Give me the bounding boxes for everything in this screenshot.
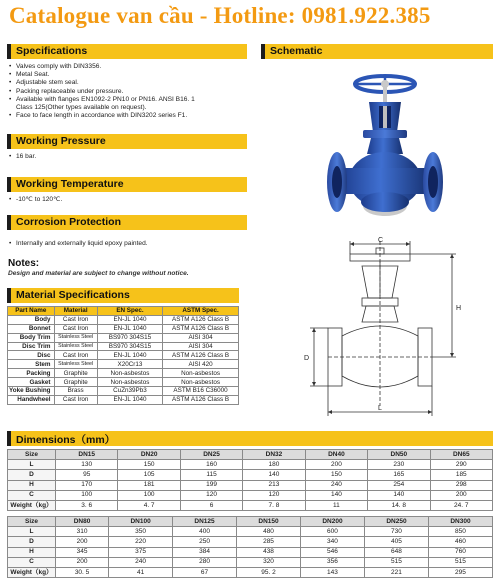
- spec-item: • Available with flanges EN1092-2 PN10 or PN16. ANSI B16. 1: [9, 96, 195, 104]
- row-label-cell: L: [8, 460, 56, 470]
- table-cell: 280: [173, 557, 237, 567]
- notes-text: Design and material are subject to change without notice.: [8, 270, 189, 277]
- table-row: [8, 567, 493, 577]
- valve-dimension-drawing: [292, 236, 482, 422]
- table-cell: 130: [56, 460, 118, 470]
- table-cell: 320: [237, 557, 301, 567]
- corrosion-protection-header: [7, 215, 247, 230]
- table-row: [8, 387, 239, 396]
- table-cell: 515: [428, 557, 492, 567]
- table-cell: 105: [118, 470, 180, 480]
- table-cell: 140: [368, 490, 430, 500]
- table-cell: 285: [237, 537, 301, 547]
- table-cell: AISI 304: [163, 342, 239, 351]
- table-cell: BS970 304S15: [97, 333, 162, 342]
- specifications-header: [7, 44, 247, 59]
- table-cell: 340: [301, 537, 365, 547]
- table-cell: 160: [180, 460, 242, 470]
- table-row: [8, 557, 493, 567]
- spec-item: • Valves comply with DIN3356.: [9, 63, 195, 71]
- table-cell: 100: [118, 490, 180, 500]
- table-cell: 100: [56, 490, 118, 500]
- table-cell: Graphite: [54, 378, 97, 387]
- table-cell: Non-asbestos: [163, 378, 239, 387]
- table-cell: Non-asbestos: [97, 378, 162, 387]
- column-header: DN250: [364, 517, 428, 527]
- table-cell: 14. 8: [368, 500, 430, 510]
- table-cell: 254: [368, 480, 430, 490]
- table-cell: 120: [243, 490, 305, 500]
- table-row: [8, 500, 493, 510]
- row-label-cell: D: [8, 470, 56, 480]
- table-row: [8, 342, 239, 351]
- part-name-cell: Handwheel: [8, 395, 55, 404]
- table-cell: EN-JL 1040: [97, 324, 162, 333]
- column-header: EN Spec.: [97, 307, 162, 316]
- table-cell: 7. 8: [243, 500, 305, 510]
- table-cell: 200: [56, 557, 109, 567]
- dimensions-table-small-sizes: [7, 449, 493, 511]
- column-header: DN100: [109, 517, 173, 527]
- table-cell: AISI 304: [163, 333, 239, 342]
- column-header: DN125: [173, 517, 237, 527]
- table-cell: 200: [305, 460, 367, 470]
- table-cell: 850: [428, 527, 492, 537]
- dimension-drawing-icon: [292, 236, 482, 422]
- table-cell: Stainless Steel: [54, 342, 97, 351]
- spec-item: • Packing replaceable under pressure.: [9, 88, 195, 96]
- material-specifications-title: Material Specifications: [16, 289, 130, 301]
- table-cell: 250: [173, 537, 237, 547]
- table-cell: EN-JL 1040: [97, 351, 162, 360]
- part-name-cell: Bonnet: [8, 324, 55, 333]
- row-label-cell: L: [8, 527, 56, 537]
- schematic-header: [261, 44, 493, 59]
- dimensions-header: [7, 431, 493, 446]
- dimension-label-c: C: [378, 237, 384, 244]
- banner-title: Catalogue van cầu - Hotline: 0981.922.385: [9, 3, 431, 28]
- table-row: [8, 527, 493, 537]
- column-header: DN40: [305, 450, 367, 460]
- table-row: [8, 547, 493, 557]
- table-cell: Cast Iron: [54, 395, 97, 404]
- table-cell: 3. 6: [56, 500, 118, 510]
- table-cell: 140: [243, 470, 305, 480]
- catalogue-banner: [0, 0, 500, 34]
- table-cell: 180: [243, 460, 305, 470]
- column-header: DN200: [301, 517, 365, 527]
- table-row: [8, 395, 239, 404]
- table-cell: 115: [180, 470, 242, 480]
- table-cell: ASTM B16 C36000: [163, 387, 239, 396]
- table-cell: 6: [180, 500, 242, 510]
- table-cell: 67: [173, 567, 237, 577]
- spec-item: • Adjustable stem seal.: [9, 79, 195, 87]
- table-row: [8, 470, 493, 480]
- table-cell: 213: [243, 480, 305, 490]
- table-cell: 350: [109, 527, 173, 537]
- table-cell: 41: [109, 567, 173, 577]
- table-row: [8, 351, 239, 360]
- table-cell: ASTM A126 Class B: [163, 395, 239, 404]
- table-cell: 760: [428, 547, 492, 557]
- globe-valve-icon: [323, 72, 447, 232]
- table-cell: Cast Iron: [54, 324, 97, 333]
- table-cell: EN-JL 1040: [97, 395, 162, 404]
- table-row: [8, 360, 239, 369]
- table-cell: 200: [56, 537, 109, 547]
- table-cell: CuZn39Pb3: [97, 387, 162, 396]
- table-cell: 375: [109, 547, 173, 557]
- table-cell: Brass: [54, 387, 97, 396]
- table-cell: 546: [301, 547, 365, 557]
- column-header: DN80: [56, 517, 109, 527]
- table-cell: Non-asbestos: [163, 369, 239, 378]
- column-header: DN15: [56, 450, 118, 460]
- working-pressure-title: Working Pressure: [16, 135, 106, 147]
- row-label-cell: C: [8, 557, 56, 567]
- notes-title: Notes:: [8, 258, 40, 269]
- part-name-cell: Disc Trim: [8, 342, 55, 351]
- table-cell: 199: [180, 480, 242, 490]
- table-cell: 438: [237, 547, 301, 557]
- table-cell: 480: [237, 527, 301, 537]
- material-table-header-row: [8, 307, 239, 316]
- table-cell: 221: [364, 567, 428, 577]
- table-cell: 150: [118, 460, 180, 470]
- table-cell: 515: [364, 557, 428, 567]
- part-name-cell: Stem: [8, 360, 55, 369]
- table-row: [8, 537, 493, 547]
- table-cell: 95: [56, 470, 118, 480]
- table-cell: BS970 304S15: [97, 342, 162, 351]
- corrosion-protection-title: Corrosion Protection: [16, 216, 122, 228]
- table-cell: 120: [180, 490, 242, 500]
- part-name-cell: Yoke Bushing: [8, 387, 55, 396]
- table-cell: 150: [305, 470, 367, 480]
- part-name-cell: Packing: [8, 369, 55, 378]
- row-label-cell: Weight（kg）: [8, 567, 56, 577]
- dimension-label-d: D: [304, 355, 310, 362]
- table-cell: ASTM A126 Class B: [163, 315, 239, 324]
- table-row: [8, 378, 239, 387]
- table-cell: 95. 2: [237, 567, 301, 577]
- table-cell: ASTM A126 Class B: [163, 351, 239, 360]
- specifications-list: [9, 63, 195, 120]
- table-cell: 730: [364, 527, 428, 537]
- column-header: Size: [8, 517, 56, 527]
- table-cell: EN-JL 1040: [97, 315, 162, 324]
- table-row: [8, 460, 493, 470]
- table-cell: Graphite: [54, 369, 97, 378]
- table-cell: Stainless Steel: [54, 360, 97, 369]
- table-cell: Cast Iron: [54, 315, 97, 324]
- table-cell: 600: [301, 527, 365, 537]
- working-temperature-title: Working Temperature: [16, 178, 124, 190]
- column-header: DN65: [430, 450, 492, 460]
- row-label-cell: D: [8, 537, 56, 547]
- working-pressure-value: • 16 bar.: [9, 153, 36, 161]
- table-cell: 185: [430, 470, 492, 480]
- spec-item: • Metal Seat.: [9, 71, 195, 79]
- table-cell: 405: [364, 537, 428, 547]
- part-name-cell: Gasket: [8, 378, 55, 387]
- dimensions-table-large-sizes: [7, 516, 493, 578]
- column-header: DN20: [118, 450, 180, 460]
- corrosion-protection-value: • Internally and externally liquid epoxy painted.: [9, 240, 148, 248]
- table-cell: 181: [118, 480, 180, 490]
- table-cell: Stainless Steel: [54, 333, 97, 342]
- row-label-cell: H: [8, 480, 56, 490]
- table-cell: X20Cr13: [97, 360, 162, 369]
- table-cell: 460: [428, 537, 492, 547]
- table-row: [8, 315, 239, 324]
- row-label-cell: H: [8, 547, 56, 557]
- part-name-cell: Body Trim: [8, 333, 55, 342]
- table-cell: 200: [430, 490, 492, 500]
- dimensions-header-row: [8, 450, 493, 460]
- table-cell: 140: [305, 490, 367, 500]
- column-header: DN25: [180, 450, 242, 460]
- table-cell: 356: [301, 557, 365, 567]
- dimension-label-h: H: [456, 305, 462, 312]
- table-cell: 240: [305, 480, 367, 490]
- column-header: DN50: [368, 450, 430, 460]
- table-cell: 11: [305, 500, 367, 510]
- table-cell: 220: [109, 537, 173, 547]
- table-cell: AISI 420: [163, 360, 239, 369]
- table-row: [8, 480, 493, 490]
- table-cell: 143: [301, 567, 365, 577]
- table-cell: 298: [430, 480, 492, 490]
- table-cell: Non-asbestos: [97, 369, 162, 378]
- row-label-cell: Weight（kg）: [8, 500, 56, 510]
- material-specifications-header: [7, 288, 239, 303]
- table-cell: 240: [109, 557, 173, 567]
- table-cell: 24. 7: [430, 500, 492, 510]
- table-cell: 4. 7: [118, 500, 180, 510]
- table-cell: Cast Iron: [54, 351, 97, 360]
- working-temperature-header: [7, 177, 247, 192]
- part-name-cell: Disc: [8, 351, 55, 360]
- working-temperature-value: • -10℃ to 120℃.: [9, 196, 62, 204]
- table-row: [8, 490, 493, 500]
- table-cell: 648: [364, 547, 428, 557]
- material-table: [7, 306, 239, 405]
- table-cell: 310: [56, 527, 109, 537]
- table-row: [8, 333, 239, 342]
- table-row: [8, 324, 239, 333]
- column-header: Size: [8, 450, 56, 460]
- working-temperature-list: [9, 196, 62, 204]
- table-row: [8, 369, 239, 378]
- dimensions-title: Dimensions（mm）: [16, 434, 116, 446]
- column-header: Material: [54, 307, 97, 316]
- part-name-cell: Body: [8, 315, 55, 324]
- table-cell: 384: [173, 547, 237, 557]
- column-header: DN150: [237, 517, 301, 527]
- column-header: ASTM Spec.: [163, 307, 239, 316]
- table-cell: ASTM A126 Class B: [163, 324, 239, 333]
- table-cell: 230: [368, 460, 430, 470]
- row-label-cell: C: [8, 490, 56, 500]
- column-header: DN300: [428, 517, 492, 527]
- column-header: DN32: [243, 450, 305, 460]
- dimensions-header-row: [8, 517, 493, 527]
- corrosion-protection-list: [9, 240, 148, 248]
- dimension-label-l: L: [378, 405, 382, 412]
- specifications-title: Specifications: [16, 45, 88, 57]
- spec-item: Class 125(Other types available on request).: [16, 104, 147, 112]
- table-cell: 290: [430, 460, 492, 470]
- table-cell: 400: [173, 527, 237, 537]
- table-cell: 165: [368, 470, 430, 480]
- table-cell: 30. 5: [56, 567, 109, 577]
- schematic-title: Schematic: [270, 45, 323, 57]
- column-header: Part Name: [8, 307, 55, 316]
- table-cell: 345: [56, 547, 109, 557]
- table-cell: 295: [428, 567, 492, 577]
- spec-item: • Face to face length in accordance with DIN3202 series F1.: [9, 112, 195, 120]
- table-cell: 170: [56, 480, 118, 490]
- globe-valve-illustration: [323, 72, 447, 232]
- working-pressure-header: [7, 134, 247, 149]
- working-pressure-list: [9, 153, 36, 161]
